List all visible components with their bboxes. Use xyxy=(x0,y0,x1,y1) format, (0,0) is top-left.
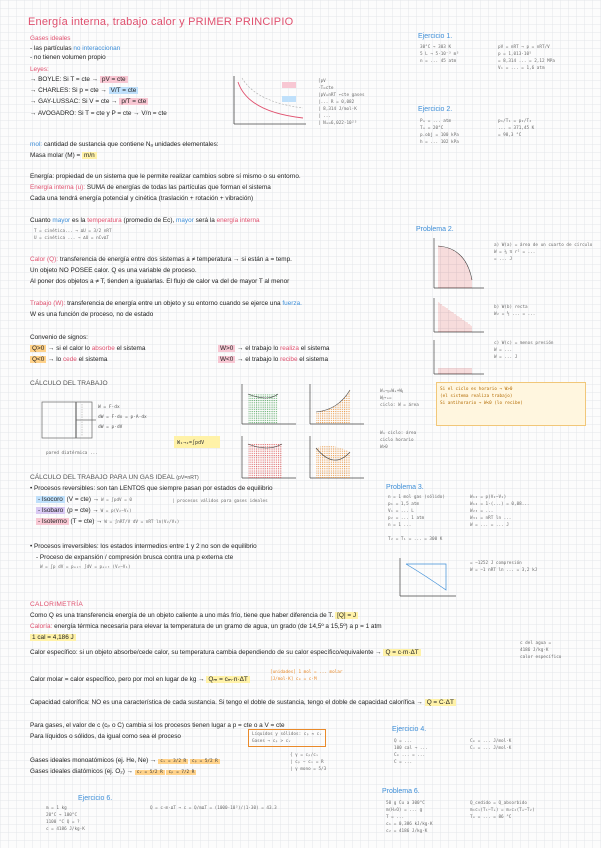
calor-no-posee: Un objeto NO POSEE calor. Q es una variable de proceso. xyxy=(30,267,197,274)
caloria-def: Caloría: energía térmica necesaria para elevar la temperatura de un gramo de agua, un grado (de 14,5º a 15,5º) a p = 1 atm xyxy=(30,623,382,630)
work-pv-plots xyxy=(238,382,378,482)
calculo-gas-heading: CÁLCULO DEL TRABAJO PARA UN GAS IDEAL (pV=nRT) xyxy=(30,474,199,481)
work-plot-notes: Wₐ→ᵦ=Wₐ+Wᵦ Wᵦ→ₐ= ciclo: W = área Wₐ ciclo: área ciclo horario W>0 xyxy=(380,389,419,450)
convenio-w-negativo: W<0 → el trabajo lo recibe el sistema xyxy=(220,356,329,363)
gases-monoatomicos: Gases ideales monoatómicos (ej. He, Ne) → cᵥ = 3/2 R cₚ = 5/2 R xyxy=(30,757,218,764)
work-highlight-text: Si el ciclo es horario → W>0 (el sistema realiza trabajo) Si antihorario → W<0 (lo recibe) xyxy=(440,387,523,406)
energia-interna-def: Energía interna (u): SUMA de energías de todas las partículas que forman el sistema xyxy=(30,184,271,191)
convenio-q-positivo: Q>0 → si el calor lo absorbe el sistema xyxy=(32,345,146,352)
problema-2-a-text: a) W(a) = área de un cuarto de círculo W = ¼ π r² = ... = ... J xyxy=(494,243,593,262)
proceso-isotermo: - Isotermo (T = cte) → W = ∫nRT/V dV = nRT ln(V₂/V₁) xyxy=(38,518,180,525)
trabajo-funcion: W es una función de proceso, no de estado xyxy=(30,311,154,318)
svg-text:W₁→₂=∫pdV: W₁→₂=∫pdV xyxy=(177,440,205,446)
problema-2-title: Problema 2. xyxy=(416,226,454,233)
leyes-heading: Leyes: xyxy=(30,66,49,73)
convenio-q-negativo: Q<0 → lo cede el sistema xyxy=(32,356,108,363)
ejercicio-6-data: m = 1 kg 20°C → 100°C 1100 °C Q = ? c = 4186 J/kg·K xyxy=(46,806,85,832)
calculo-trabajo-heading: CÁLCULO DEL TRABAJO xyxy=(30,380,108,387)
convenio-heading: Convenio de signos: xyxy=(30,334,88,341)
ejercicio-6-solution: Q = c·m·ΔT → c = Q/mΔT = (1000·10³)/(1·30) = 43.3 xyxy=(150,806,277,811)
energia-def: Energía: propiedad de un sistema que le permite realizar cambios sobre sí mismo o su entorno. xyxy=(30,173,301,180)
capacidad-calorifica: Capacidad calorífica: NO es una característica de cada sustancia. Si tengo el doble de sustancia, tengo el doble de capacidad calorífica → Q = C·ΔT xyxy=(30,699,454,706)
mol-definition: mol: cantidad de sustancia que contiene Nₐ unidades elementales: xyxy=(30,141,219,148)
especifico-note: c del agua = 4186 J/kg·K calor específico xyxy=(520,641,562,660)
problema-6-solution: Q_cedido = Q_absorbido m₁c₁(T₁−Tₑ) = m₂c₂(Tₑ−T₂) Tₑ = ... = 86 °C xyxy=(470,801,535,820)
cp-cv-box: Líquidos y sólidos: cₚ ≈ cᵥ Gases → cₚ > cᵥ xyxy=(248,729,326,747)
proceso-isocoro: - Isocoro (V = cte) → W = ∫pdV = 0 xyxy=(38,496,132,503)
expansion-formula: W = ∫p dV = pₑₓₜ ∫dV = pₑₓₜ (V₂−V₁) xyxy=(40,565,131,570)
problema-2-plot-c xyxy=(430,338,486,378)
problema-3-plot xyxy=(396,556,460,600)
calor-def: Calor (Q): transferencia de energía entre dos sistemas a ≠ temperatura → si están a = temp. xyxy=(30,256,292,263)
problema-6-data: 50 g Cu a 300°C m(H₂O) = ... g T = ... c₁ = 0,386 kJ/kg·K c₂ = 4186 J/kg·K xyxy=(386,801,433,834)
problema-3-data: n = 1 mol gas (sólido) p₁ = 1,5 atm V₁ = ... L p₂ = ... 1 atm n = 1 ... T₂ = T₁ = ... = 300 K xyxy=(388,495,445,542)
problema-2-plot-b xyxy=(430,296,486,336)
svg-text:W = F·dx: W = F·dx xyxy=(98,405,120,410)
ejercicio-4-data: Q = ... 100 cal → ... Cₘ ... = ... C = ... xyxy=(394,739,428,765)
ejercicio-1-solution: pV = nRT → p = nRT/V p = 1,013·10⁵ = 8,314 ... = 2,12 MPa V₁ = ... = 1,6 atm xyxy=(498,45,555,71)
ley-avogadro: → AVOGADRO: Si T = cte y P = cte → V/n = cte xyxy=(30,110,167,117)
ley-boyle: → BOYLE: Si T = cte → pV = cte xyxy=(30,76,126,83)
proceso-expansion: - Proceso de expansión / compresión brusca contra una p externa cte xyxy=(36,554,234,561)
gas-side-note: | procesos válidos para gases ideales xyxy=(172,499,268,504)
procesos-irreversibles: • Procesos irreversibles: los estados intermedios entre 1 y 2 no son de equilibrio xyxy=(30,543,257,550)
masa-molar: Masa molar (M) = m/n xyxy=(30,152,95,159)
svg-text:pared diatérmica ...: pared diatérmica ... xyxy=(46,451,98,456)
ejercicio-2-solution: p₁/T₁ = p₂/T₂ ... = 371,45 K = 98,3 °C xyxy=(498,119,535,138)
svg-text:dW = F·dx = p·A·dx: dW = F·dx = p·A·dx xyxy=(98,415,147,420)
trabajo-def: Trabajo (W): transferencia de energía entre un objeto y su entorno cuando se ejerce una fuerza. xyxy=(30,300,302,307)
problema-3-more: = −1252 J compresión W = −1 nRT ln ... = 3,2 kJ xyxy=(470,561,538,573)
gases-ideales-item-2: - no tienen volumen propio xyxy=(30,54,106,61)
ejercicio-4-title: Ejercicio 4. xyxy=(392,726,427,733)
energia-temperatura: Cuanto mayor es la temperatura (promedio de Ec), mayor será la energía interna xyxy=(30,217,260,224)
calorimetria-heading: CALORIMETRÍA xyxy=(30,601,84,608)
svg-text:dW = p·dV: dW = p·dV xyxy=(98,425,123,430)
molar-note: [unidades] 1 mol = ... molar [J/mol·K] cₘ = c·M xyxy=(270,670,343,682)
calor-al-poner: Al poner dos objetos a ≠ T, tienden a igualarlas. El flujo de calor va del de mayor T al menor xyxy=(30,278,290,285)
isotherm-sketch xyxy=(228,72,310,130)
convenio-w-positivo: W>0 → el trabajo lo realiza el sistema xyxy=(220,345,330,352)
ejercicio-4-solution: Cₘ = ... J/mol·K Cᵥ = ... J/mol·K xyxy=(470,739,512,751)
energia-notes: T = cinética... → ΔU = 3/2 nRT U = cinética ... → ΔU = nCvΔT xyxy=(34,229,112,241)
calorimetria-l1: Como Q es una transferencia energía de un objeto caliente a uno más frío, tiene que haber diferencia de T. [Q] = J xyxy=(30,612,357,619)
ejercicio-1-title: Ejercicio 1. xyxy=(418,33,453,40)
piston-diagram xyxy=(36,392,226,464)
gamma-note: { γ = cₚ/cᵥ | cₚ − cᵥ = R | γ mono = 5/3 xyxy=(290,753,327,772)
leyes-notes: [pV ·T=cte |pV=nRT ←cte gases |... R = 0,082 | 8,314 J/mol·K | ... | Nₐ=6,022·10²³ xyxy=(318,79,365,126)
problema-6-title: Problema 6. xyxy=(382,788,420,795)
gases-ideales-item-1: - las partículas no interaccionan xyxy=(30,45,121,52)
proceso-isobaro: - Isobaro (p = cte) → W = p(V₂−V₁) xyxy=(38,507,132,514)
ejercicio-6-title: Ejercicio 6. xyxy=(78,795,113,802)
gases-ideales-heading: Gases ideales xyxy=(30,35,71,42)
problema-2-plot-a xyxy=(430,236,486,292)
procesos-reversibles: • Procesos reversibles: son tan LENTOS que siempre pasan por estados de equilibrio xyxy=(30,485,273,492)
problema-3-title: Problema 3. xyxy=(386,484,424,491)
problema-3-solution: W₁₂ = p(V₂−V₁) W₁₂ = 1·(...) = 0,08... W₂₃ = ... W₃₁ = nRT ln ... W = ... = ... J xyxy=(470,495,530,528)
ley-gay-lussac: → GAY-LUSSAC: Si V = cte → p/T = cte xyxy=(30,98,147,105)
problema-2-b-text: b) W(b) recta W₂ = ½ ... = ... xyxy=(494,305,536,317)
problema-2-c-text: c) W(c) = menos presión W = ... W = ... J xyxy=(494,341,554,360)
ejercicio-1-data: 30°C → 303 K 5 L → 5·10⁻³ m³ n = ... 45 atm xyxy=(420,45,459,64)
page-title: Energía interna, trabajo calor y PRIMER PRINCIPIO xyxy=(28,16,294,28)
caloria-equivalencia: 1 cal = 4,186 J xyxy=(32,634,74,641)
energia-cada-una: Cada una tendrá energía potencial y cinética (traslación + rotación + vibración) xyxy=(30,195,254,202)
calor-especifico: Calor específico: si un objeto absorbe/cede calor, su temperatura cambia dependiendo de su calor específico/equivalente → Q = c·m·ΔT xyxy=(30,649,419,656)
ejercicio-2-title: Ejercicio 2. xyxy=(418,106,453,113)
ejercicio-2-data: Pₐ = ... atm Tₐ = 20°C p.obj = 100 kPa h = ... 102 kPa xyxy=(420,119,459,145)
calor-molar: Calor molar = calor específico, pero por mol en lugar de kg → Qₘ = cₘ·n·ΔT xyxy=(30,676,248,683)
gases-cp-cv: Para gases, el valor de c (cₚ o C) cambia si los procesos tienen lugar a p = cte o a V = cte xyxy=(30,722,285,729)
liquidos-solidos: Para líquidos o sólidos, da igual como sea el proceso xyxy=(30,733,181,740)
gases-diatomicos: Gases ideales diatómicos (ej. O₂) → cᵥ = 5/2 R cₚ = 7/2 R xyxy=(30,768,195,775)
ley-charles: → CHARLES: Si p = cte → V/T = cte xyxy=(30,87,137,94)
